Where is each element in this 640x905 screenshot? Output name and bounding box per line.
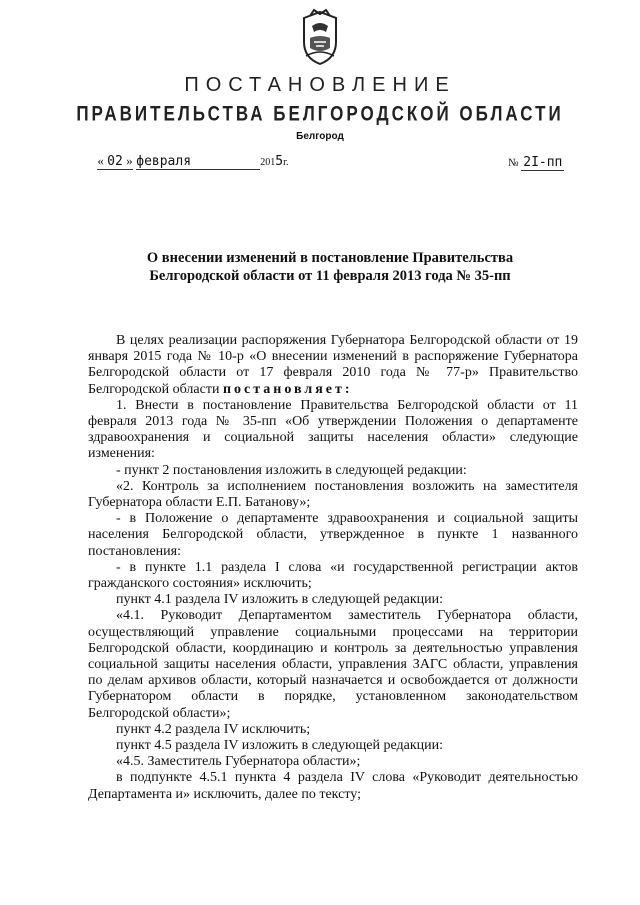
date-day: 02 xyxy=(107,154,123,169)
number-value: 2I-пп xyxy=(523,155,563,170)
document-date xyxy=(97,153,289,170)
paragraph-clause-2-text: «2. Контроль за исполнением постановления возложить на заместителя Губернатора области Е.П. Батанову»; xyxy=(88,478,578,511)
date-open-quote: « xyxy=(97,153,104,168)
paragraph-clause-4-1-text: «4.1. Руководит Департаментом заместитель Губернатора области, осуществляющий управление социальными процессами на территории Белгородской области, координацию и контроль за деятельностью управления социальной защиты населения области, управления ЗАГС области, управления по делам архивов области, который назначается и освобождается от должности Губернатором области в порядке, установленном законодательством Белгородской области»; xyxy=(88,608,578,721)
paragraph-regulation: - в Положение о департаменте здравоохранения и социальной защиты населения Белгородской области, утвержденное в пункте 1 названного постановления: xyxy=(88,511,578,559)
paragraph-clause-4-2: пункт 4.2 раздела IV исключить; xyxy=(116,721,311,737)
date-year-prefix: 201 xyxy=(260,157,276,168)
paragraph-item-1: 1. Внести в постановление Правительства Белгородской области от 11 февраля 2013 года № 35-пп «Об утверждении Положения о департаменте здравоохранения и социальной защиты населения области» следующие изменения: xyxy=(88,397,578,462)
issuing-authority-title: ПРАВИТЕЛЬСТВА БЕЛГОРОДСКОЙ ОБЛАСТИ xyxy=(76,101,564,126)
date-year-suffix: 5 xyxy=(275,154,284,169)
document-title-line1: О внесении изменений в постановление Правительства xyxy=(146,250,514,266)
coat-of-arms-emblem xyxy=(296,8,344,66)
paragraph-clause-4-5: пункт 4.5 раздела IV изложить в следующей редакции: xyxy=(116,738,444,754)
date-month: февраля xyxy=(136,154,192,169)
document-type-title: ПОСТАНОВЛЕНИЕ xyxy=(184,74,456,96)
paragraph-clause-2: - пункт 2 постановления изложить в следующей редакции: xyxy=(116,462,467,478)
paragraph-clause-4-5-text: «4.5. Заместитель Губернатора области»; xyxy=(116,754,361,770)
paragraph-clause-4-5-1: в подпункте 4.5.1 пункта 4 раздела IV слова «Руководит деятельностью Департамента и» исключить, далее по тексту; xyxy=(88,770,578,802)
document-number xyxy=(508,155,564,170)
paragraph-clause-1-1: - в пункте 1.1 раздела I слова «и государственной регистрации актов гражданского состояния» исключить; xyxy=(88,559,578,592)
document-title-line2: Белгородской области от 11 февраля 2013 года № 35-пп xyxy=(149,268,511,284)
city-label: Белгород xyxy=(296,131,344,142)
preamble-text: В целях реализации распоряжения Губернатора Белгородской области от 19 января 2015 года № 10-р «О внесении изменений в распоряжение Губернатора Белгородской области от 17 февраля 2010 года № 77-р» Правительство Белгородской области xyxy=(88,333,578,397)
number-label: № xyxy=(508,157,519,169)
paragraph-clause-4-1: пункт 4.1 раздела IV изложить в следующей редакции: xyxy=(116,592,444,608)
document-title xyxy=(100,249,560,285)
document-body xyxy=(88,333,578,803)
date-close-quote: » xyxy=(126,153,133,168)
date-year-unit: г. xyxy=(283,157,289,168)
decree-keyword: постановляет: xyxy=(222,381,353,397)
paragraph-preamble xyxy=(88,333,578,398)
